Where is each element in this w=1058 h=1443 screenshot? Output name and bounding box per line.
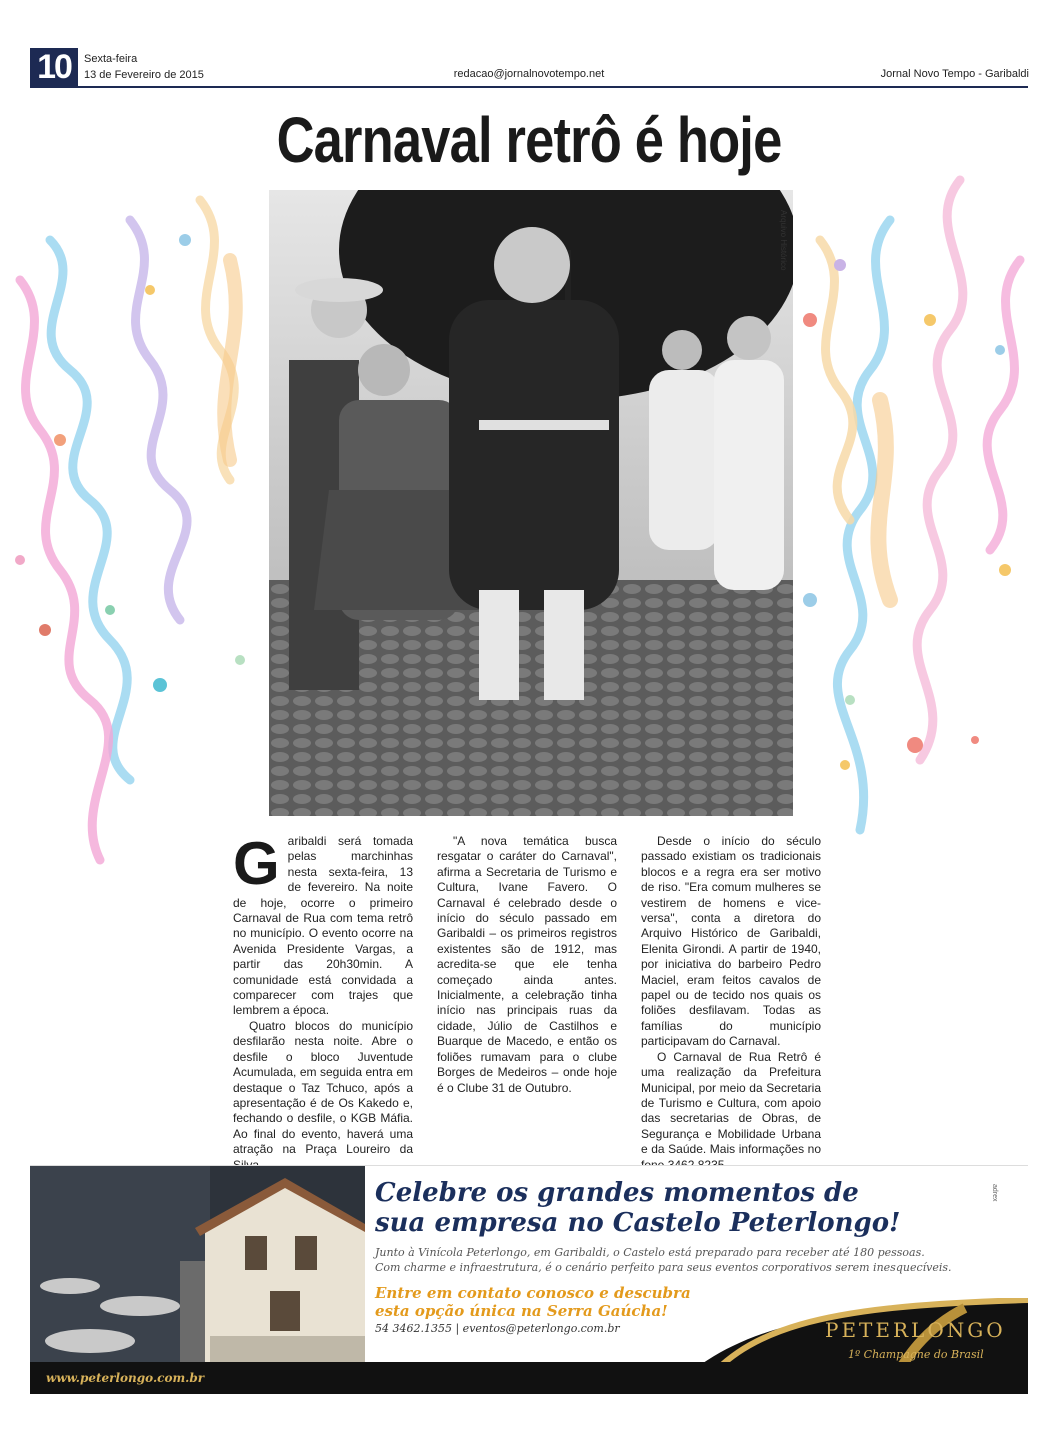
article-photo [269, 190, 793, 816]
ad-website-link[interactable]: www.peterlongo.com.br [46, 1371, 205, 1385]
article-paragraph: O Carnaval de Rua Retrô é uma realização da Prefeitura Municipal, por meio da Secretaria de Turismo e Cultura, com apoio das secretarias de Obras, de Segurança e Mobilidade Urbana e da Saúde. Mais informações no [641, 1049, 821, 1157]
weekday: Sexta-feira [84, 53, 138, 65]
dropcap: G [233, 830, 280, 897]
article-column-2 [437, 834, 617, 1096]
ad-castle-photo [30, 1166, 365, 1362]
ad-headline: sua empresa no Castelo Peterlongo! [375, 1208, 901, 1238]
vintage-carnival-photo [269, 190, 793, 816]
newsroom-email[interactable]: redacao@jornalnovotempo.net [453, 68, 605, 80]
peterlongo-logo: PETERLONGO [825, 1318, 1006, 1342]
header-rule [30, 86, 1028, 88]
ad-headline: Celebre os grandes momentos de [375, 1178, 859, 1208]
peterlongo-advertisement[interactable] [30, 1165, 1028, 1394]
article-column-1 [233, 830, 413, 1173]
issue-date: 13 de Fevereiro de 2015 [84, 69, 204, 81]
peterlongo-tagline: 1º Champagne do Brasil [848, 1348, 984, 1361]
ad-contact-info[interactable]: 54 3462.1355 | eventos@peterlongo.com.br [375, 1322, 620, 1335]
article-paragraph: aribaldi será tomada pelas marchinhas nesta sexta-feira, 13 de fevereiro. Na noite de hoje, ocorre o primeiro Carnaval de Rua com tema retrô no município. O evento ocorre na Avenida Presidente Vargas, a partir das 20h30min. A comunidade está convidada a comparecer com trajes que lembrem a época. [233, 834, 413, 1018]
castle-venue-illustration [30, 1166, 365, 1362]
ad-body-text: Junto à Vinícola Peterlongo, em Garibaldi, o Castelo está preparado para receber até 180 pessoas. [375, 1246, 925, 1259]
newspaper-name: Jornal Novo Tempo - Garibaldi [880, 68, 1029, 80]
article-column-3 [641, 834, 821, 1173]
ad-body-text: Com charme e infraestrutura, é o cenário perfeito para seus eventos corporativos serem inesquecíveis. [375, 1261, 952, 1274]
article-paragraph: "A nova temática busca resgatar o caráter do Carnaval", afirma a Secretaria de Turismo e Cultura, Ivane Favero. O Carnaval é celebrado desde o início do século passado em Garibaldi – os primeiros registros existentes são de 1912, mas acredita-se que ele tenha começado ainda antes. Inicialmente, a celebração tinha início nas principais ruas da cidade, Júlio de Castilhos e Buarque de Macedo, e então os foliões rumavam para o clube Borges de Medeiros – onde hoje é o Clube 31 de Outubro. [437, 834, 617, 1095]
photo-credit: Arquivo Histórico [779, 210, 788, 271]
page-number: 10 [30, 48, 78, 86]
article-paragraph: Quatro blocos do município desfilarão nesta noite. Abre o desfile o bloco Juventude Acumulada, em seguida entra em destaque o Taz Tchuco, após a apresentação é de Os Kakedo e, fechando o desfile, o KGB Máfia. Ao final do evento, haverá uma atração na Praça Loureiro da [233, 1018, 413, 1157]
article-paragraph: Desde o início do século passado existiam os tradicionais blocos e a regra era ser motivo de riso. "Era comum mulheres se vestirem de homens e vice-versa", conta a diretora do Arquivo Histórico de Garibaldi, Elenita Girondi. A partir de 1940, por iniciativa do barbeiro Pedro Maciel, eram feitos cavalos de papel ou de tecido nos quais os foliões desfilavam. Todas as famílias do município participavam do Carnaval. [641, 834, 821, 1049]
ad-agency-code: adrex [991, 1184, 998, 1202]
ad-call-to-action: Entre em contato conosco e descubra [375, 1284, 691, 1302]
headline: Carnaval retrô é hoje [276, 104, 782, 176]
ad-call-to-action: esta opção única na Serra Gaúcha! [375, 1302, 668, 1320]
